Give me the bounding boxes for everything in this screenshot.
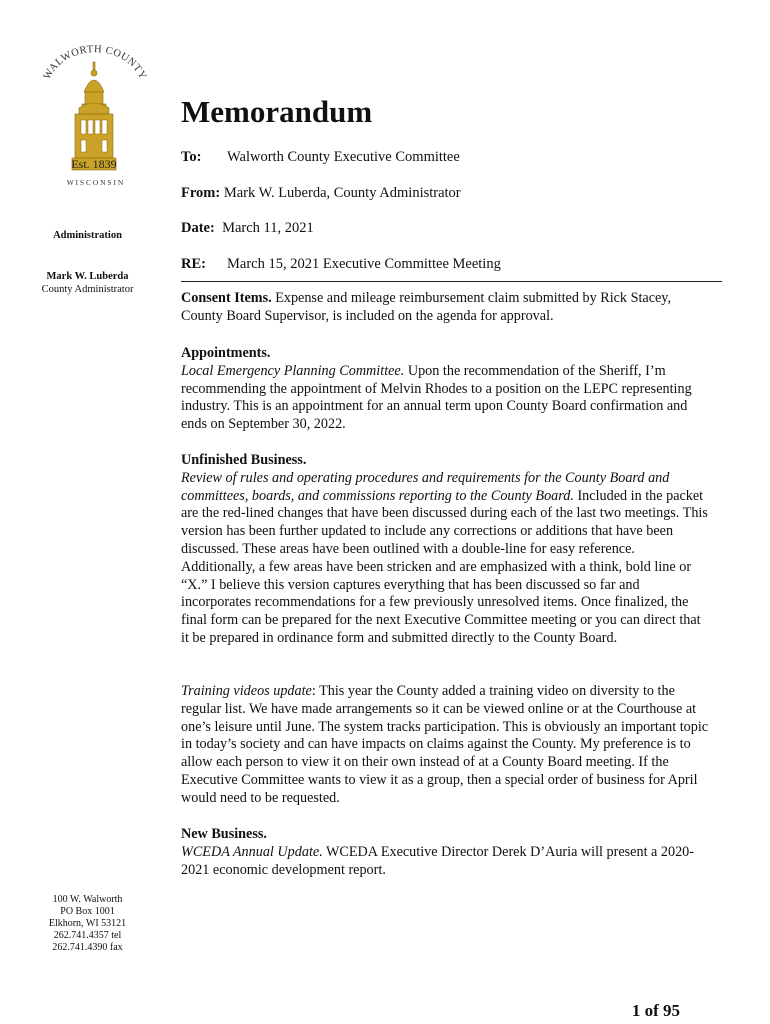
consent-text: Expense and mileage reimbursement claim submitted by Rick Stacey, County Board Supervisor, is included on the agenda for approval. (181, 290, 672, 324)
administrator-name: Mark W. Luberda (46, 271, 129, 282)
memo-from-row (181, 183, 461, 203)
unfinished-subheading: Review of rules and operating procedures and requirements for the County Board and committees, boards, and commissions reporting to the County Board. (181, 469, 670, 504)
section-appointments (181, 345, 711, 434)
new-business-subheading: WCEDA Annual Update. (181, 843, 323, 860)
county-logo (40, 40, 150, 195)
address-line: 262.741.4390 fax (52, 942, 123, 953)
logo-arc-textpath: WALWORTH COUNTY (41, 44, 149, 82)
memo-from-label: From: (181, 185, 221, 201)
memo-to-row (181, 147, 460, 167)
courthouse-tower-icon (40, 40, 150, 195)
memo-re-value: March 15, 2021 Executive Committee Meeting (227, 256, 501, 272)
training-subheading: Training videos update (181, 683, 312, 699)
section-new-business (181, 826, 711, 879)
address-line: 262.741.4357 tel (53, 930, 122, 941)
department-label: Administration (53, 230, 122, 241)
page-number: 1 of 95 (631, 1001, 680, 1020)
administrator-block (30, 270, 145, 296)
section-unfinished-business (181, 452, 711, 648)
memo-to-label: To: (181, 149, 202, 165)
consent-heading: Consent Items. (181, 290, 272, 306)
training-text: : This year the County added a training video on diversity to the regular list. We have made arrangements so it can be viewed online or at the Courthouse at one’s leisure until June. The system tracks participation. This is obviously an important topic in today’s society and can have impacts on claims against the County. My preference is to allow each person to view it on their own instead of at a County Board meeting. If the Executive Committee wants to view it as a group, then a special order of business for April would need to be requested. (181, 683, 709, 806)
memo-to-value: Walworth County Executive Committee (227, 149, 460, 165)
administrator-title: County Administrator (41, 284, 134, 295)
appointments-heading: Appointments. (181, 345, 271, 361)
address-line: Elkhorn, WI 53121 (48, 918, 127, 929)
logo-est-text: Est. 1839 (71, 157, 117, 171)
memo-date-value: March 11, 2021 (222, 220, 314, 236)
logo-state-text: W I S C O N S I N (66, 178, 124, 187)
new-business-heading: New Business. (181, 826, 267, 842)
address-line: 100 W. Walworth (52, 894, 123, 905)
unfinished-text: Included in the packet are the red-lined changes that have been discussed during each of the last two meetings. This version has been further updated to include any corrections or additions that have been discussed. These areas have been outlined with a double-line for easy reference. Additionally, a few areas have been stricken and are emphasized with a think, bold line or “X.” I believe this version captures everything that has been discussed so far and incorporates recommendations for a few previously unresolved items. Once finalized, the final form can be prepared for the next Executive Committee meeting or you can direct that it be prepared in ordinance form and submitted directly to the County Board. (181, 487, 708, 646)
memo-re-label: RE: (181, 256, 206, 272)
memo-date-label: Date: (181, 220, 215, 236)
appointments-text: Upon the recommendation of the Sheriff, I’m recommending the appointment of Melvin Rhodes to a position on the LEPC representing industry. This is an appointment for an annual term upon County Board confirmation and ends on September 30, 2022. (181, 362, 692, 433)
memo-from-value: Mark W. Luberda, County Administrator (223, 185, 461, 201)
page-title: Memorandum (181, 94, 373, 129)
new-business-text: WCEDA Executive Director Derek D’Auria will present a 2020-2021 economic development report. (181, 843, 695, 878)
header-divider (181, 281, 722, 282)
section-consent-items (181, 290, 711, 326)
memo-re-row (181, 254, 501, 274)
appointments-subheading: Local Emergency Planning Committee. (181, 362, 405, 379)
section-training-videos (181, 683, 711, 808)
footer-address (30, 894, 145, 954)
unfinished-heading: Unfinished Business. (181, 452, 307, 468)
memo-date-row (181, 218, 314, 238)
address-line: PO Box 1001 (60, 906, 115, 917)
